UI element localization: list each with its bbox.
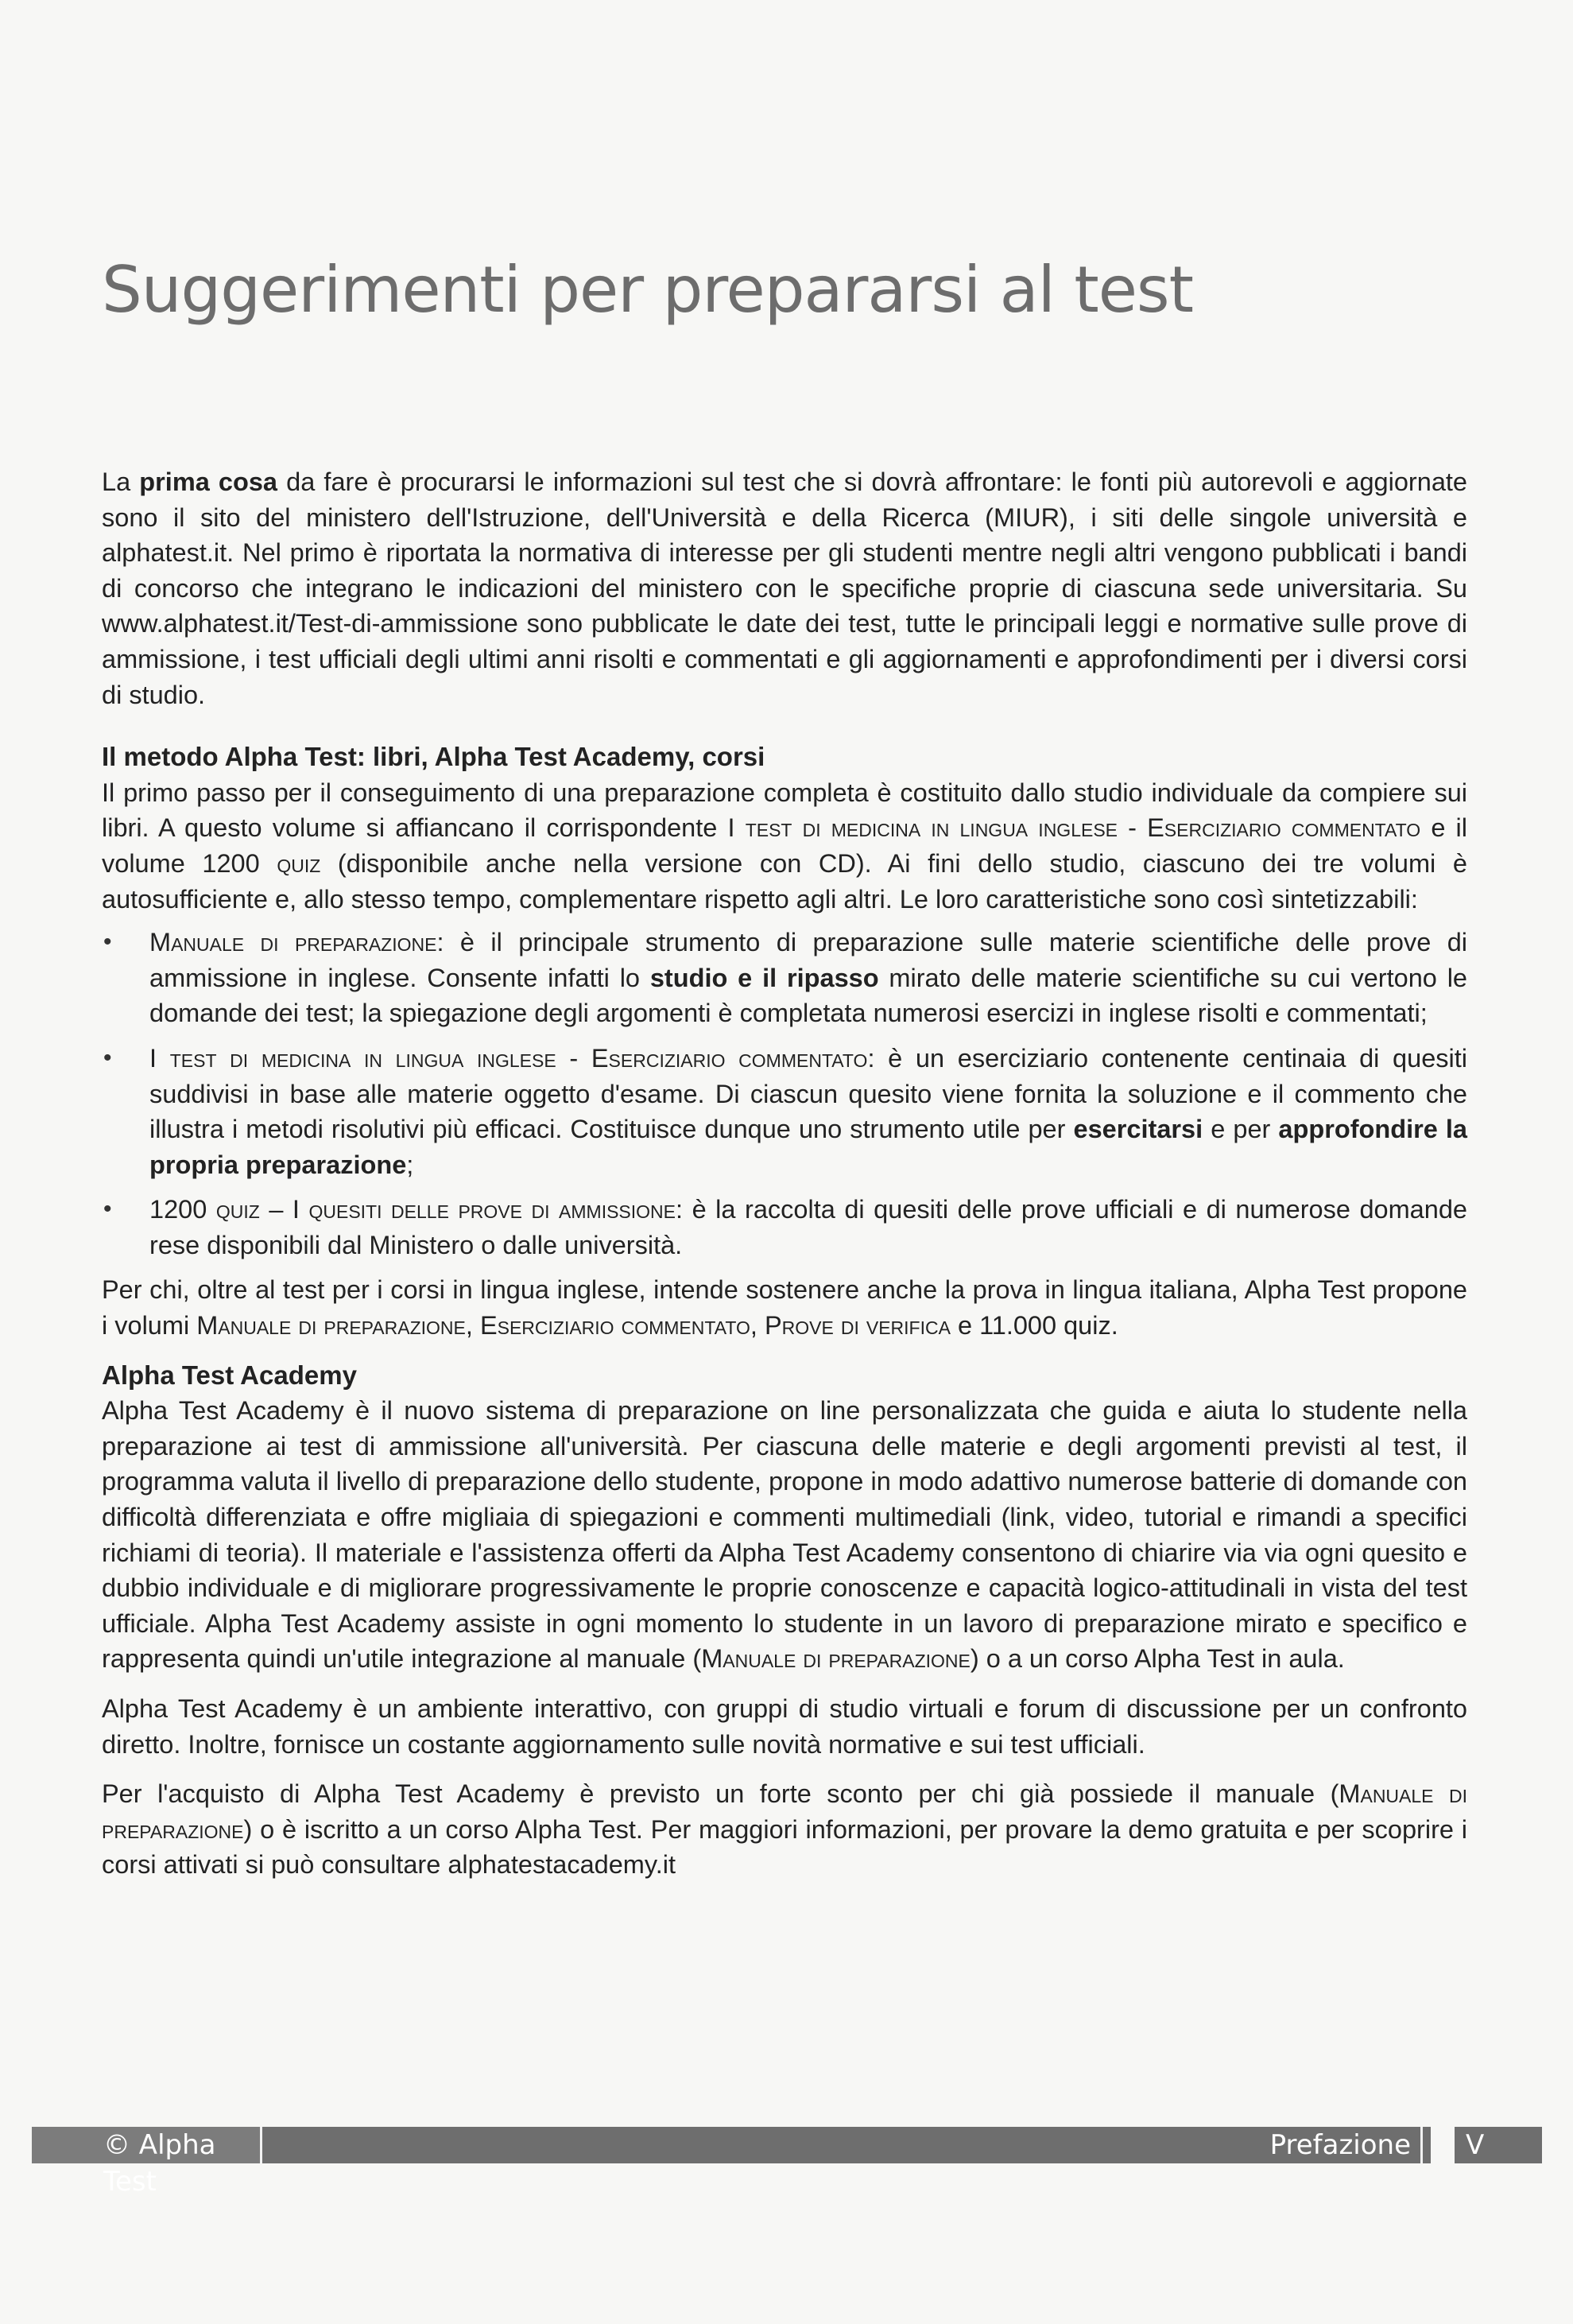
text-span: Alpha Test Academy è il nuovo sistema di preparazione on line personalizzata che guida e aiuta lo studente nella preparazione ai test di ammissione all'università. Per ciascuna delle materie e degli argomenti previsti al test, il programma valuta il livello di preparazione dello studente, propone in modo adattivo numerose batterie di domande con difficoltà differenziata e offre migliaia di spiegazioni e commenti multimediali (link, video, tutorial e rimandi a specifici richiami di teoria). Il materiale e l'assistenza offerti da Alpha Test Academy consentono di chiarire via via ogni quesito e dubbio individuale e di migliorare progressivamente le proprie conoscenze e capacità logico-attitudinali in vista del test ufficiale. Alpha Test Academy assiste in ogni momento lo studente in un lavoro di preparazione mirato e specifico e rappresenta quindi un'utile integrazione al manuale ( xyxy=(102,1396,1467,1674)
list-item xyxy=(102,1192,1467,1263)
text-span: è un eserciziario contenente centinaia di quesiti suddivisi in base alle materie oggetto d'esame. Di ciascun quesito viene fornita la soluzione e il commento che illustra i metodi risolutivi più efficaci. Costituisce dunque uno strumento utile per xyxy=(149,1043,1467,1144)
footer-section-label: Prefazione xyxy=(1270,2127,1423,2163)
text-span: ) o è iscritto a un corso Alpha Test. Per maggiori informazioni, per provare la demo gratuita e per scoprire i corsi attivati si può consultare alphatestacademy.it xyxy=(102,1814,1467,1880)
book-list xyxy=(102,925,1467,1263)
book-title: I test di medicina in lingua inglese - Eserciziario commentato xyxy=(727,813,1421,843)
list-item xyxy=(102,925,1467,1031)
text-span: e per xyxy=(1203,1115,1279,1144)
section-heading-method: Il metodo Alpha Test: libri, Alpha Test Academy, corsi xyxy=(102,742,765,772)
book-title: I test di medicina in lingua inglese - Eserciziario commentato: xyxy=(149,1043,875,1073)
bold-text: esercitarsi xyxy=(1073,1115,1203,1144)
bullet-icon: • xyxy=(103,1196,112,1223)
text-span: è il principale strumento di preparazione sulle materie scientifiche delle prove di ammissione in inglese. Consente infatti lo xyxy=(149,928,1467,992)
intro-bold: prima cosa xyxy=(139,468,278,496)
page-title: Suggerimenti per prepararsi al test xyxy=(102,253,1193,327)
book-title: Manuale di preparazione xyxy=(102,1779,1468,1844)
intro-pre: La xyxy=(102,468,140,496)
page-content xyxy=(102,464,1467,1897)
footer-copyright: © Alpha Test xyxy=(32,2127,262,2163)
text-span: (disponibile anche nella versione con CD). Ai fini dello studio, ciascuno dei tre volumi è autosufficiente e, allo stesso tempo, complementare rispetto agli altri. Le loro caratteristiche sono così sintetizzabili: xyxy=(102,848,1467,914)
intro-post: da fare è procurarsi le informazioni sul test che si dovrà affrontare: le fonti più autorevoli e aggiornate sono il sito del ministero dell'Istruzione, dell'Università e della Ricerca (MIUR), i siti delle singole università e alphatest.it. Nel primo è riportata la normativa di interesse per gli studenti mentre negli altri vengono pubblicati i bandi di concorso che integrano le indicazioni del ministero con le specifiche proprie di ciascuna sede universitaria. Su www.alphatest.it/Test-di-ammissione sono pubblicate le date dei test, tutte le principali leggi e normative sulle prove di ammissione, i test ufficiali degli ultimi anni risolti e commentati e gli aggiornamenti e approfondimenti per i diversi corsi di studio. xyxy=(102,468,1468,709)
academy-paragraph-1 xyxy=(102,1393,1467,1677)
list-item xyxy=(102,1041,1467,1182)
text-span: ) o a un corso Alpha Test in aula. xyxy=(970,1644,1345,1674)
text-span: è la raccolta di quesiti delle prove ufficiali e di numerose domande rese disponibili dal Ministero o dalle università. xyxy=(149,1195,1467,1259)
academy-paragraph-2: Alpha Test Academy è un ambiente interattivo, con gruppi di studio virtuali e forum di discussione per un confronto diretto. Inoltre, fornisce un costante aggiornamento sulle novità normative e sui test ufficiali. xyxy=(102,1694,1467,1759)
book-title: Manuale di preparazione xyxy=(701,1644,971,1674)
book-title: quiz xyxy=(277,848,321,878)
text-span: Per chi, oltre al test per i corsi in lingua inglese, intende sostenere anche la prova in lingua italiana, Alpha Test propone i volumi xyxy=(102,1275,1467,1340)
text-span: mirato delle materie scientifiche su cui vertono le domande dei test; la spiegazione degli argomenti è completata numerosi esercizi in inglese risolti e commentati; xyxy=(149,963,1467,1028)
academy-paragraph-3 xyxy=(102,1776,1467,1883)
text-span: ; xyxy=(406,1150,414,1179)
book-title: Eserciziario commentato xyxy=(479,1311,750,1340)
text-span: e 11.000 quiz. xyxy=(950,1311,1118,1340)
book-title: Manuale di preparazione: xyxy=(149,928,444,957)
text-span: e il volume 1200 xyxy=(102,813,1468,878)
method-paragraph-1 xyxy=(102,775,1467,917)
book-title: Manuale di preparazione xyxy=(196,1311,466,1340)
text-span: 1200 xyxy=(149,1195,216,1224)
bullet-icon: • xyxy=(103,1044,112,1071)
text-span: , xyxy=(465,1311,480,1340)
book-title: quiz – I quesiti delle prove di ammissione: xyxy=(215,1195,684,1224)
text-span: , xyxy=(750,1311,765,1340)
section-heading-academy: Alpha Test Academy xyxy=(102,1360,357,1390)
text-span: Il primo passo per il conseguimento di una preparazione completa è costituito dallo studio individuale da compiere sui libri. A questo volume si affiancano il corrispondente xyxy=(102,778,1467,843)
text-span: Per l'acquisto di Alpha Test Academy è previsto un forte sconto per chi già possiede il manuale ( xyxy=(102,1779,1339,1809)
page-number: V xyxy=(1455,2127,1542,2163)
intro-paragraph xyxy=(102,464,1467,712)
book-title: Prove di verifica xyxy=(764,1311,951,1340)
bullet-icon: • xyxy=(103,929,112,956)
page-footer xyxy=(32,2127,1542,2198)
bold-text: approfondire la propria preparazione xyxy=(149,1115,1468,1179)
method-paragraph-2 xyxy=(102,1272,1467,1343)
bold-text: studio e il ripasso xyxy=(649,963,879,992)
